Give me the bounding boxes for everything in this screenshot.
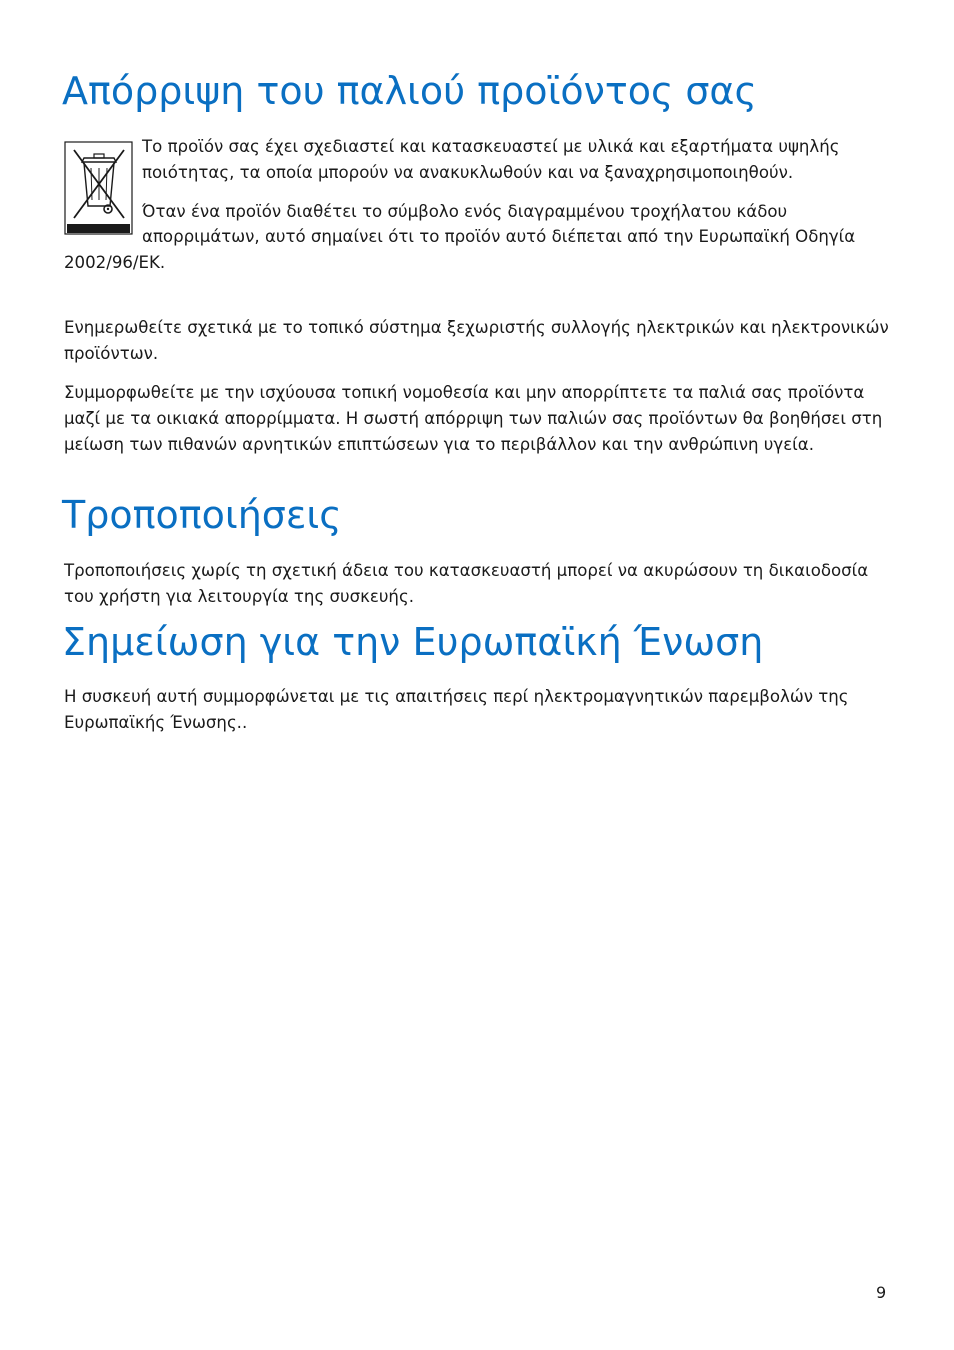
disposal-paragraph-2: Όταν ένα προϊόν διαθέτει το σύμβολο ενός διαγραμμένου τροχήλατου κάδου απορριμάτων, αυτό σημαίνει ότι το προϊόν αυτό διέπεται από την Ευρωπαϊκή Οδηγία 2002/96/ΕΚ. <box>64 201 856 273</box>
eu-notice-paragraph: Η συσκευή αυτή συμμορφώνεται με τις απαιτήσεις περί ηλεκτρομαγνητικών παρεμβολών της Ευρωπαϊκής Ένωσης.. <box>64 687 849 732</box>
modifications-paragraph: Τροποποιήσεις χωρίς τη σχετική άδεια του κατασκευαστή μπορεί να ακυρώσουν τη δικαιοδοσία του χρήστη για λειτουργία της συσκευής. <box>64 561 869 606</box>
crossed-out-wheelie-bin-icon <box>64 136 134 236</box>
disposal-paragraph-4: Συμμορφωθείτε με την ισχύουσα τοπική νομοθεσία και μην απορρίπτετε τα παλιά σας προϊόντα μαζί με τα οικιακά απορρίμματα. Η σωστή απόρριψη των παλιών σας προϊόντων θα βοηθήσει στη μείωση των πιθανών αρνητικών επιπτώσεων για το περιβάλλον και την ανθρώπινη υγεία. <box>64 383 883 454</box>
page-number: 9 <box>876 1283 887 1302</box>
disposal-paragraph-1: Το προϊόν σας έχει σχεδιαστεί και κατασκευαστεί με υλικά και εξαρτήματα υψηλής ποιότητας, τα οποία μπορούν να ανακυκλωθούν και να ξαναχρησιμοποιηθούν. <box>142 137 840 182</box>
heading-disposal: Απόρριψη του παλιού προϊόντος σας <box>62 69 757 113</box>
disposal-paragraph-3: Ενημερωθείτε σχετικά με το τοπικό σύστημα ξεχωριστής συλλογής ηλεκτρικών και ηλεκτρονικών προϊόντων. <box>64 318 889 363</box>
heading-modifications: Τροποποιήσεις <box>62 493 342 537</box>
heading-eu-notice: Σημείωση για την Ευρωπαϊκή Ένωση <box>62 620 764 664</box>
disposal-intro-block <box>64 134 896 276</box>
